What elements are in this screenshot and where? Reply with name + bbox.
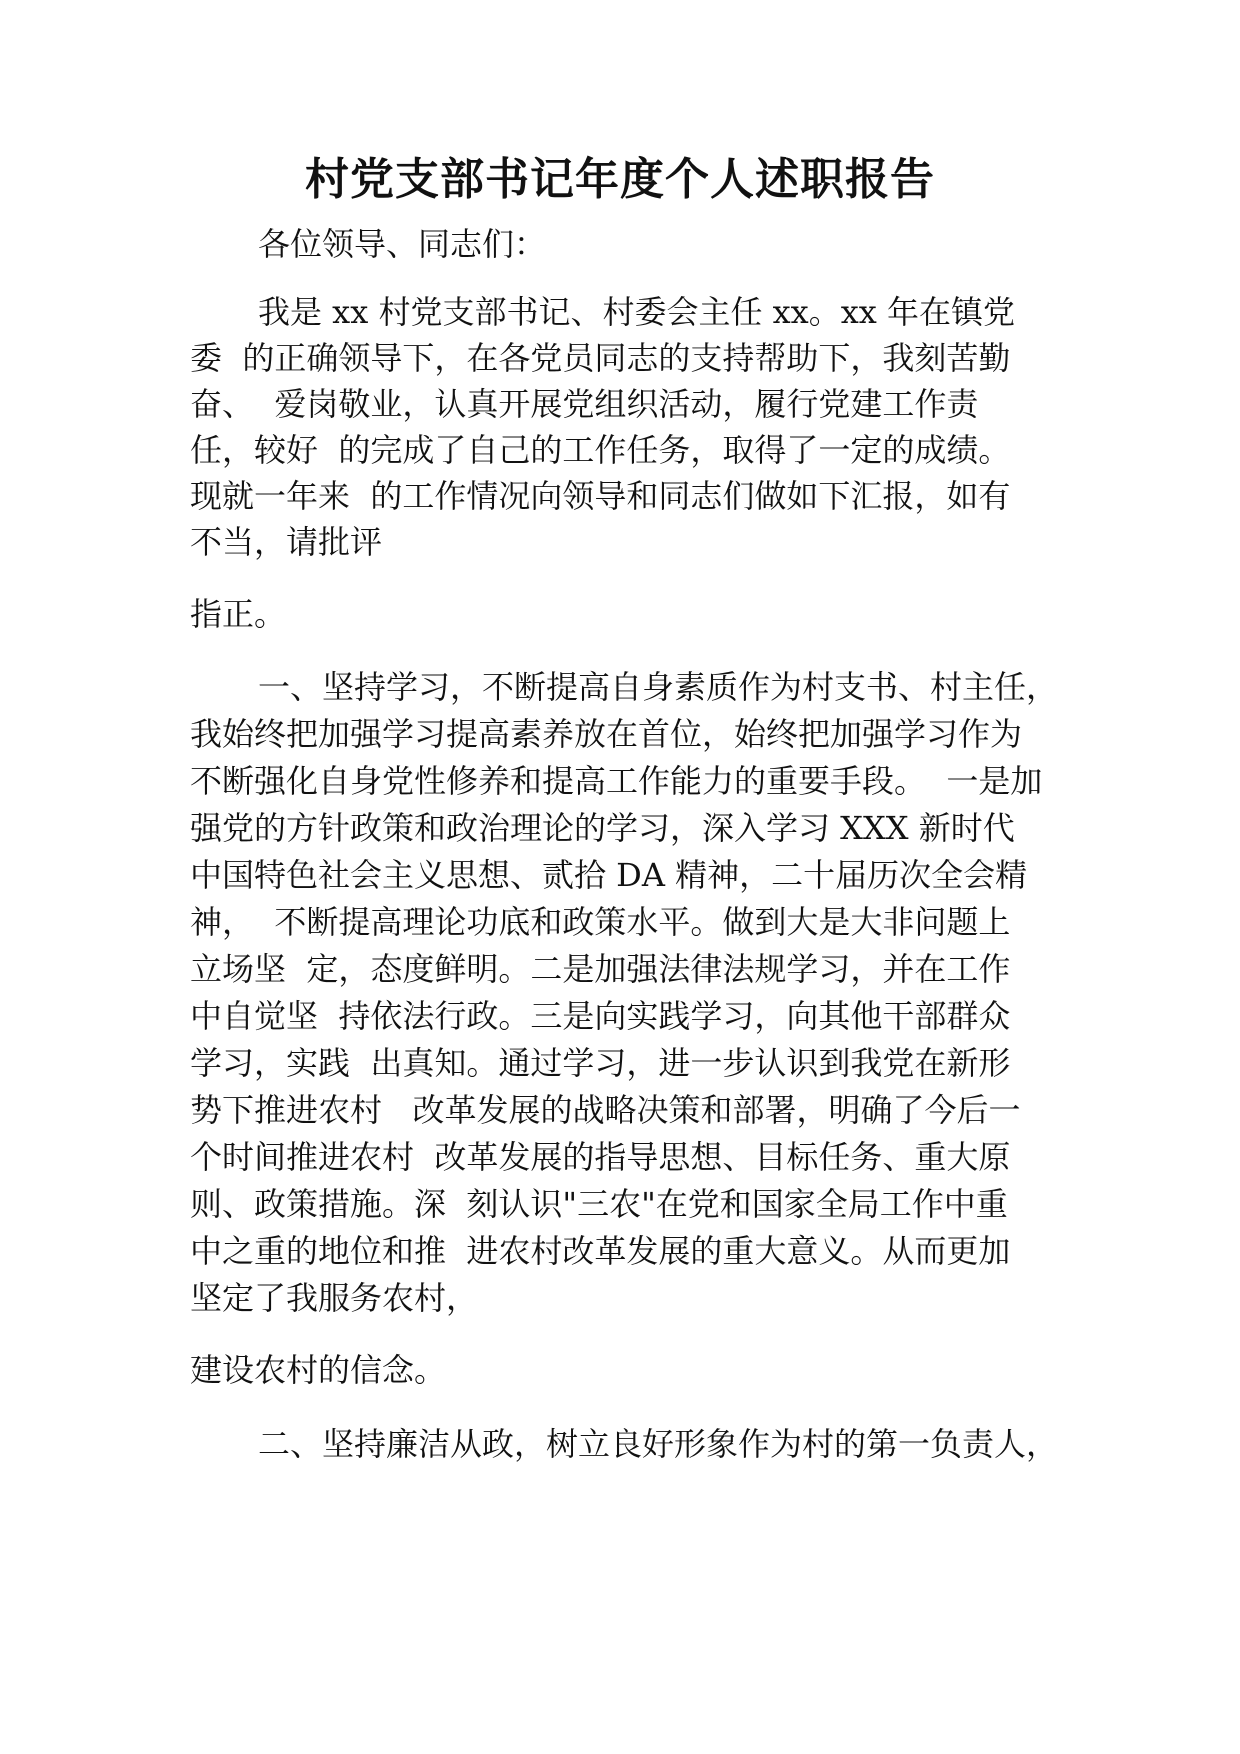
paragraph-1-line-6: 不当，请批评 xyxy=(190,523,383,561)
greeting: 各位领导、同志们： xyxy=(258,225,547,263)
paragraph-1-line-5: 现就一年来 的工作情况向领导和同志们做如下汇报，如有 xyxy=(190,477,1011,515)
document-title: 村党支部书记年度个人述职报告 xyxy=(305,154,935,205)
section-1-line-8: 中自觉坚 持依法行政。三是向实践学习，向其他干部群众 xyxy=(190,997,1011,1035)
section-1-line-9: 学习，实践 出真知。通过学习，进一步认识到我党在新形 xyxy=(190,1044,1011,1082)
section-1-line-11: 个时间推进农村 改革发展的指导思想、目标任务、重大原 xyxy=(190,1138,1011,1176)
paragraph-1-tail: 指正。 xyxy=(190,595,287,633)
section-1-line-12: 则、政策措施。深 刻认识"三农"在党和国家全局工作中重 xyxy=(190,1185,1008,1223)
section-1-line-3: 不断强化自身党性修养和提高工作能力的重要手段。 一是加 xyxy=(190,762,1043,800)
paragraph-1-line-1: 我是 xx 村党支部书记、村委会主任 xx。xx 年在镇党 xyxy=(258,293,1015,331)
section-2-line-1: 二、坚持廉洁从政，树立良好形象作为村的第一负责人， xyxy=(258,1425,1059,1463)
section-1-line-5: 中国特色社会主义思想、贰拾 DA 精神，二十届历次全会精 xyxy=(190,856,1028,894)
section-1-line-2: 我始终把加强学习提高素养放在首位，始终把加强学习作为 xyxy=(190,715,1023,753)
paragraph-1-line-2: 委 的正确领导下，在各党员同志的支持帮助下，我刻苦勤 xyxy=(190,339,1011,377)
section-1-line-1: 一、坚持学习，不断提高自身素质作为村支书、村主任， xyxy=(258,668,1059,706)
paragraph-1-line-3: 奋、 爱岗敬业，认真开展党组织活动，履行党建工作责 xyxy=(190,385,979,423)
section-1-line-6: 神， 不断提高理论功底和政策水平。做到大是大非问题上 xyxy=(190,903,1011,941)
section-1-tail: 建设农村的信念。 xyxy=(190,1351,447,1389)
section-1-line-14: 坚定了我服务农村， xyxy=(190,1279,479,1317)
section-1-line-13: 中之重的地位和推 进农村改革发展的重大意义。从而更加 xyxy=(190,1232,1011,1270)
section-1-line-4: 强党的方针政策和政治理论的学习，深入学习 XXX 新时代 xyxy=(190,809,1015,847)
section-1-line-10: 势下推进农村 改革发展的战略决策和部署，明确了今后一 xyxy=(190,1091,1021,1129)
section-1-line-7: 立场坚 定，态度鲜明。二是加强法律法规学习，并在工作 xyxy=(190,950,1011,988)
paragraph-1-line-4: 任，较好 的完成了自己的工作任务，取得了一定的成绩。 xyxy=(190,431,1011,469)
